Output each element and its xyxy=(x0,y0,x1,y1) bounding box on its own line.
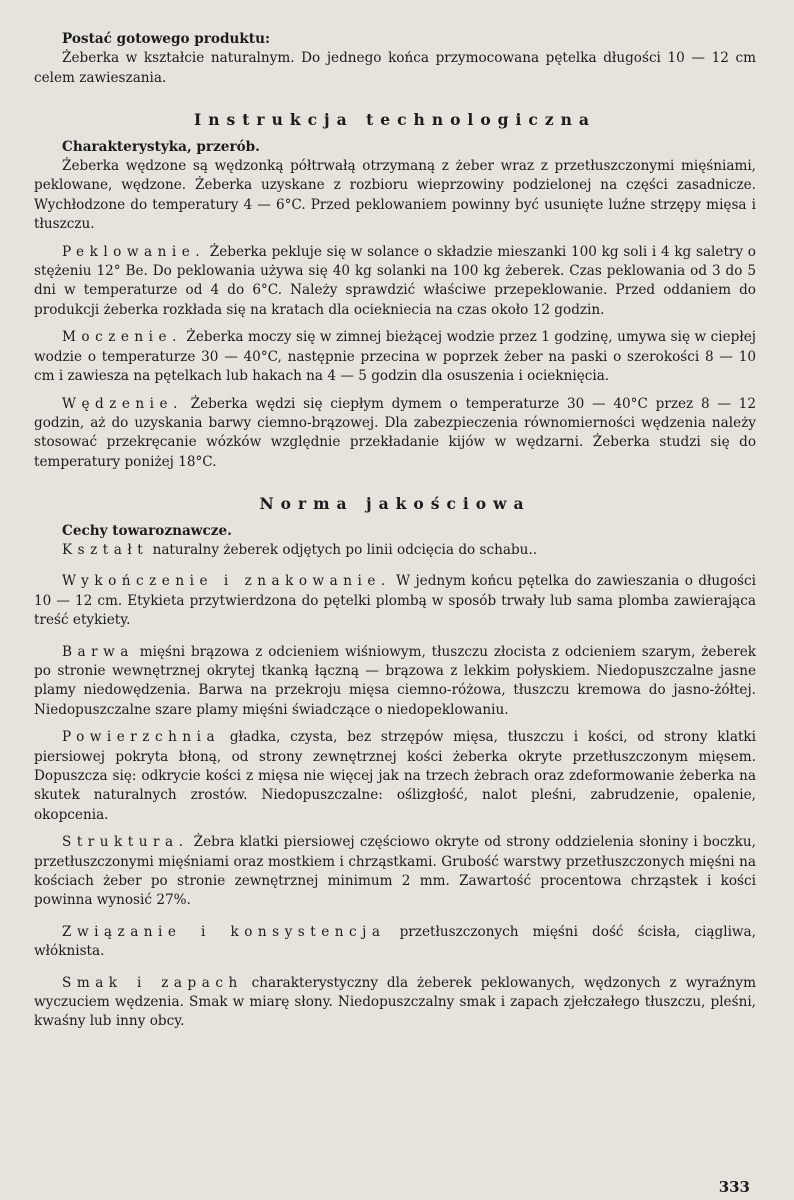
curing-paragraph xyxy=(34,243,756,321)
characteristics-heading: Charakterystyka, przerób. xyxy=(62,138,260,155)
binding-paragraph xyxy=(34,923,756,962)
binding-label: Związanie i konsystencja xyxy=(62,923,386,940)
soaking-text: Żeberka moczy się w zimnej bieżącej wodzie przez 1 godzinę, umywa się w ciepłej wodzie o temperaturze 30 — 40°C, następnie przecina w poprzek żeber na paski o szerokości 8 — 10 cm i zawiesza na pętelkach lub hakach na 4 — 5 godzin dla osuszenia i ocieknięcia. xyxy=(34,329,756,385)
page-body xyxy=(34,30,756,1032)
taste-label: Smak i zapach xyxy=(62,974,243,991)
shape-paragraph xyxy=(34,541,756,560)
product-form-text: Żeberka w kształcie naturalnym. Do jednego końca przymocowana pętelka długości 10 — 12 cm celem zawieszania. xyxy=(34,50,756,86)
technology-section-title: Instrukcja technologiczna xyxy=(194,110,596,130)
color-paragraph xyxy=(34,643,756,721)
finish-paragraph xyxy=(34,572,756,630)
shape-label: Kształt xyxy=(62,541,149,558)
surface-text: gładka, czysta, bez strzępów mięsa, tłuszczu i kości, od strony klatki piersiowej pokryta błoną, od strony zewnętrznej kości żeberka okryte przetłuszczonym mięsem. Dopuszcza się: odkrycie kości z mięsa nie więcej jak na trzech żebrach oraz zdeformowanie żeberka na skutek naturalnych zrostów. Niedopuszczalne: oślizgłość, nalot pleśni, zabrudzenie, opalenie, okopcenia. xyxy=(34,729,756,823)
finish-label: Wykończenie i znakowanie. xyxy=(62,573,391,590)
structure-text: Żebra klatki piersiowej częściowo okryte od strony oddzielenia słoniny i boczku, przetłuszczonymi mięśniami oraz mostkiem i chrząstkami. Grubość warstwy przetłuszczonych mięśni na kościach żeber po stronie zewnętrznej minimum 2 mm. Zawartość procentowa chrząstek i kości powinna wynosić 27%. xyxy=(34,834,756,909)
structure-label: Struktura. xyxy=(62,834,189,851)
surface-paragraph xyxy=(34,728,756,825)
product-form-heading: Postać gotowego produktu: xyxy=(62,31,270,47)
smoking-label: Wędzenie. xyxy=(62,395,183,412)
color-text: mięśni brązowa z odcieniem wiśniowym, tłuszczu złocista z odcieniem szarym, żeberek po stronie wewnętrznej okrytej tkanką łączną — brązowa z lekkim połyskiem. Niedopuszczalne jasne plamy niedowędzenia. Barwa na przekroju mięsa ciemno-różowa, tłuszczu kremowa do jasno-żółtej. Niedopuszczalne szare plamy mięśni świadczące o niedopeklowaniu. xyxy=(34,643,756,718)
taste-paragraph xyxy=(34,974,756,1032)
color-label: Barwa xyxy=(62,643,134,660)
taste-text: charakterystyczny dla żeberek peklowanych, wędzonych z wyraźnym wyczuciem wędzenia. Smak w miarę słony. Niedopuszczalny smak i zapach zjełczałego tłuszczu, pleśni, kwaśny lub inny obcy. xyxy=(34,974,756,1030)
commodity-features-heading: Cechy towaroznawcze. xyxy=(62,522,232,539)
smoking-paragraph xyxy=(34,395,756,473)
soaking-label: Moczenie. xyxy=(62,329,182,346)
page-number: 333 xyxy=(718,1178,750,1196)
binding-text: przetłuszczonych mięśni dość ścisła, ciągliwa, włóknista. xyxy=(34,923,756,960)
curing-label: Peklowanie. xyxy=(62,243,206,260)
curing-text: Żeberka pekluje się w solance o składzie mieszanki 100 kg soli i 4 kg saletry o stężeniu 12° Be. Do peklowania używa się 40 kg solanki na 100 kg żeberek. Czas peklowania od 3 do 5 dni w temperaturze od 4 do 6°C. Należy sprawdzić właściwe przepeklowanie. Przed oddaniem do produkcji żeberka rozkłada się na kratach dla ociekniecia na czas około 12 godzin. xyxy=(34,243,756,318)
structure-paragraph xyxy=(34,833,756,911)
quality-section-title: Norma jakościowa xyxy=(259,494,531,514)
soaking-paragraph xyxy=(34,328,756,386)
surface-label: Powierzchnia xyxy=(62,729,221,746)
shape-text: naturalny żeberek odjętych po linii odcięcia do schabu.. xyxy=(152,541,538,558)
characteristics-text: Żeberka wędzone są wędzonką półtrwałą otrzymaną z żeber wraz z przetłuszczonymi mięśniami, peklowane, wędzone. Żeberka uzyskane z rozbioru wieprzowiny podzielonej na części zasadnicze. Wychłodzone do temperatury 4 — 6°C. Przed peklowaniem powinny być usunięte luźne strzępy mięsa i tłuszczu. xyxy=(34,158,756,233)
finish-text: W jednym końcu pętelka do zawieszania o długości 10 — 12 cm. Etykieta przytwierdzona do pętelki plombą w sposób trwały lub sama plomba zawierająca treść etykiety. xyxy=(34,573,756,629)
smoking-text: Żeberka wędzi się ciepłym dymem o temperaturze 30 — 40°C przez 8 — 12 godzin, aż do uzyskania barwy ciemno-brązowej. Dla zabezpieczenia równomierności wędzenia należy stosować przekręcanie wózków względnie przekładanie kijów w wędzarni. Żeberka studzi się do temperatury poniżej 18°C. xyxy=(34,395,756,470)
